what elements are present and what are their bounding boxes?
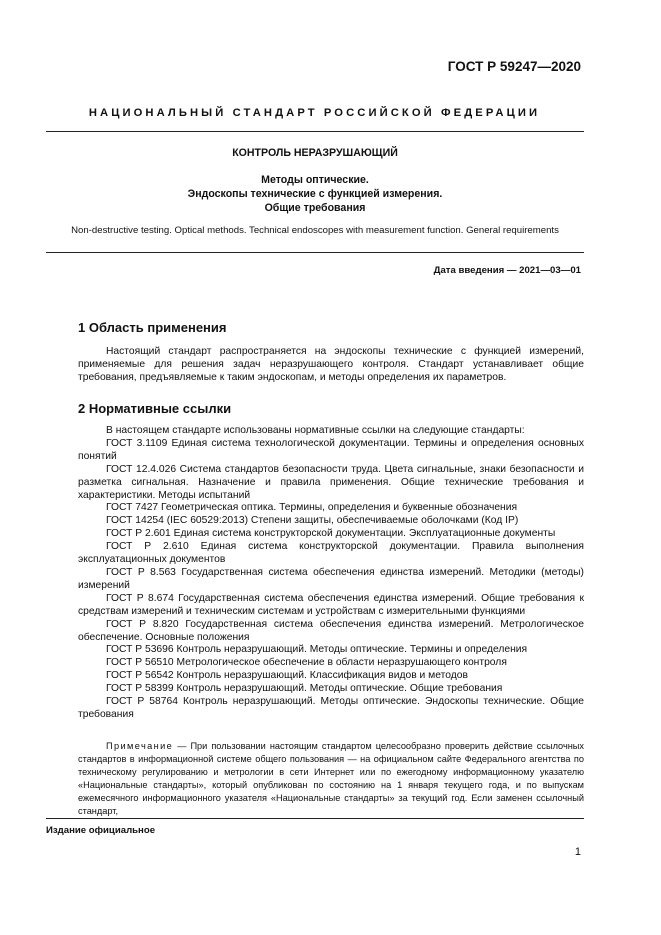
document-subtitle: [46, 173, 584, 215]
note-label: Примечание: [106, 741, 174, 751]
section-1-heading: 1 Область применения: [78, 320, 227, 335]
reference-item: ГОСТ 7427 Геометрическая оптика. Термины, определения и буквенные обозначения: [106, 502, 518, 514]
reference-item: ГОСТ 12.4.026 Система стандартов безопасности труда. Цвета сигнальные, знаки безопасности и разметка сигнальная. Назначение и правила применения. Общие технические требования и характеристики. Методы испытаний: [78, 463, 584, 501]
reference-item: ГОСТ 14254 (IEC 60529:2013) Степени защиты, обеспечиваемые оболочками (Код IP): [106, 515, 519, 527]
introduction-date: Дата введения — 2021—03—01: [433, 265, 581, 276]
footer-divider: [46, 818, 584, 819]
note-paragraph: [78, 740, 584, 818]
reference-item: ГОСТ Р 58764 Контроль неразрушающий. Методы оптические. Эндоскопы технические. Общие требования: [78, 696, 584, 720]
english-title: Non-destructive testing. Optical methods. Technical endoscopes with measurement function. General requirements: [71, 225, 559, 236]
reference-item: ГОСТ Р 58399 Контроль неразрушающий. Методы оптические. Общие требования: [106, 683, 503, 695]
reference-item: ГОСТ Р 53696 Контроль неразрушающий. Методы оптические. Термины и определения: [106, 644, 528, 656]
section-1-paragraph: Настоящий стандарт распространяется на эндоскопы технические с функцией измерений, применяемые для решения задач неразрушающего контроля. Стандарт устанавливает общие требования, предъявляемые к таким эндоскопам, и методы определения их параметров.: [78, 346, 584, 383]
note-text: — При пользовании настоящим стандартом целесообразно проверить действие ссылочных стандартов в информационной системе общего пользования — на официальном сайте Федерального агентства по техническому регулированию и метрологии в сети Интернет или по ежегодному информационному указателю «Национальные стандарты», который опубликован по состоянию на 1 января текущего года, и по выпускам ежемесячного информационного указателя «Национальные стандарты» за текущий год. Если заменен ссылочный стандарт,: [78, 741, 584, 816]
header-divider: [46, 131, 584, 132]
standard-code: ГОСТ Р 59247—2020: [447, 59, 581, 74]
subtitle-line-1: Методы оптические.: [261, 174, 369, 186]
national-standard-title: НАЦИОНАЛЬНЫЙ СТАНДАРТ РОССИЙСКОЙ ФЕДЕРАЦИИ: [88, 107, 541, 119]
normative-references: [78, 425, 584, 722]
note-block: [78, 740, 584, 818]
edition-label: Издание официальное: [46, 825, 156, 836]
subtitle-line-3: Общие требования: [264, 202, 366, 214]
page-number: 1: [574, 846, 581, 858]
reference-item: ГОСТ 3.1109 Единая система технологической документации. Термины и определения основных понятий: [78, 437, 584, 462]
references-intro: В настоящем стандарте использованы нормативные ссылки на следующие стандарты:: [106, 425, 525, 436]
title-divider: [46, 252, 584, 253]
reference-item: ГОСТ Р 2.601 Единая система конструкторской документации. Эксплуатационные документы: [106, 528, 556, 540]
subtitle-line-2: Эндоскопы технические с функцией измерения.: [187, 188, 443, 200]
section-1-text: [78, 346, 584, 385]
reference-item: ГОСТ Р 8.674 Государственная система обеспечения единства измерений. Общие требования к средствам измерений и техническим системам и устройствам с измерительными функциями: [78, 592, 584, 617]
document-title: КОНТРОЛЬ НЕРАЗРУШАЮЩИЙ: [232, 147, 398, 159]
reference-item: ГОСТ Р 56542 Контроль неразрушающий. Классификация видов и методов: [106, 670, 468, 682]
reference-item: ГОСТ Р 56510 Метрологическое обеспечение в области неразрушающего контроля: [106, 657, 507, 669]
section-2-heading: 2 Нормативные ссылки: [78, 401, 232, 416]
reference-item: ГОСТ Р 2.610 Единая система конструкторской документации. Правила выполнения эксплуатационных документов: [78, 541, 584, 566]
reference-item: ГОСТ Р 8.820 Государственная система обеспечения единства измерений. Метрологическое обеспечение. Основные положения: [78, 618, 584, 643]
reference-item: ГОСТ Р 8.563 Государственная система обеспечения единства измерений. Методики (методы) измерений: [78, 566, 584, 591]
